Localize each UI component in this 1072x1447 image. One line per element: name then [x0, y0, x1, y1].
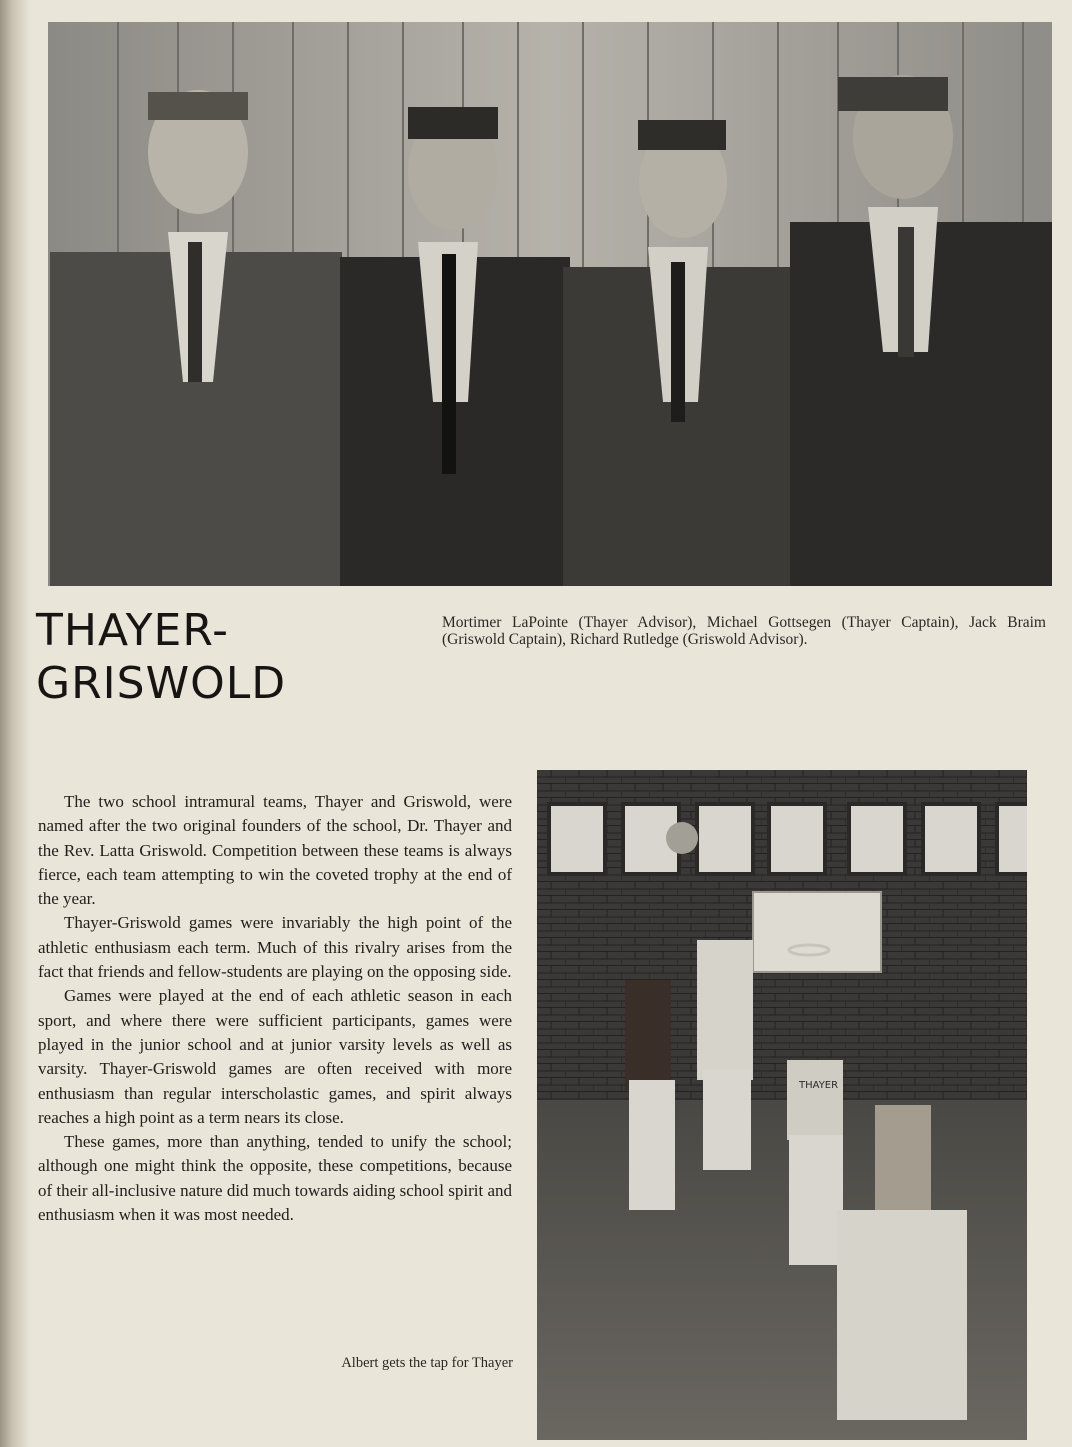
group-photo: [48, 22, 1052, 586]
body-paragraph: The two school intramural teams, Thayer and Griswold, were named after the two original founders of the school, Dr. Thayer and the Rev. Latta Griswold. Competition between these teams is always fierce, each team attempting to win the coveted trophy at the end of the year.: [38, 792, 512, 909]
group-photo-caption: Mortimer LaPointe (Thayer Advisor), Michael Gottsegen (Thayer Captain), Jack Braim (Griswold Captain), Richard Rutledge (Griswold Advisor).: [442, 614, 1046, 648]
body-text: [38, 790, 512, 1227]
body-paragraph: Games were played at the end of each athletic season in each sport, and where there were sufficient participants, games were played in the junior school and at junior varsity levels as well as varsity. Thayer-Griswold games are often received with more enthusiasm than regular interscholastic games, and spirit always reaches a high point as a term nears its close.: [38, 986, 512, 1127]
heading-line-2: GRISWOLD: [36, 658, 287, 709]
body-paragraph: These games, more than anything, tended to unify the school; although one might think the opposite, these competitions, because of their all-inclusive nature did much towards aiding school spirit and enthusiasm when it was most needed.: [38, 1132, 512, 1225]
heading-line-1: THAYER-: [36, 605, 229, 656]
section-heading: [36, 604, 336, 710]
jersey-text: THAYER: [799, 1080, 839, 1091]
page-gutter-shadow: [0, 0, 30, 1447]
body-paragraph: Thayer-Griswold games were invariably the high point of the athletic enthusiasm each term. Much of this rivalry arises from the fact that friends and fellow-students are playing on the opposing side.: [38, 913, 512, 982]
basketball-photo-caption: Albert gets the tap for Thayer: [341, 1355, 513, 1371]
basketball-photo: [537, 770, 1027, 1440]
